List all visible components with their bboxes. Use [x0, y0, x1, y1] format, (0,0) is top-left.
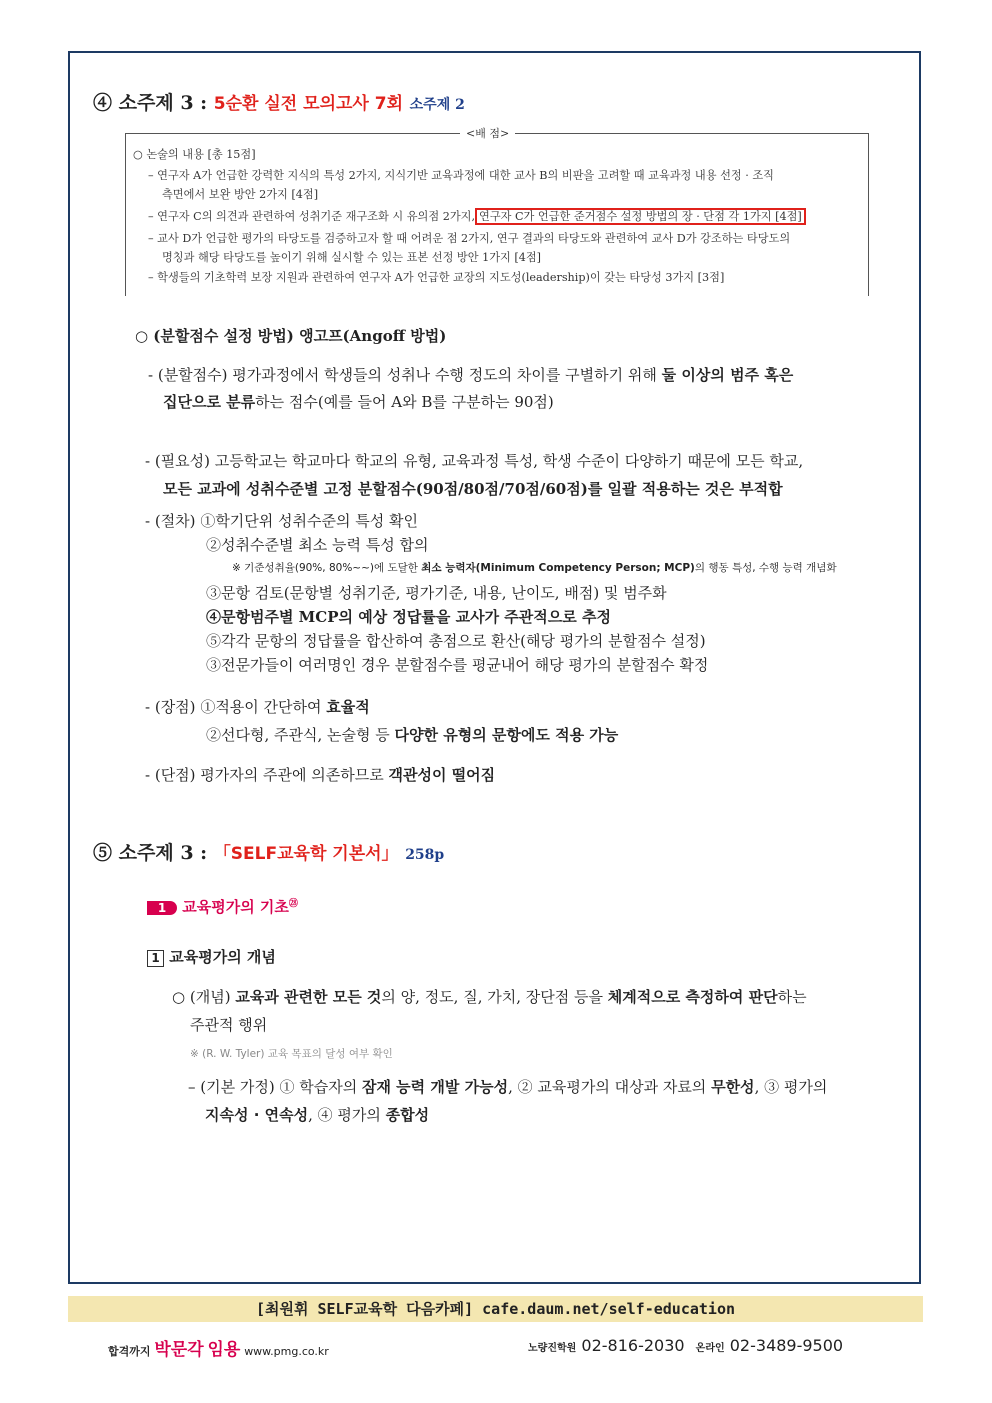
concept-line-2: 주관적 행위: [190, 1016, 268, 1034]
disadvantage-bold: 객관성이 떨어짐: [388, 766, 496, 784]
cut-score-def-text: - (분할점수) 평가과정에서 학생들의 성취나 수행 정도의 차이를 구별하기 위해: [148, 366, 657, 384]
angoff-heading: ○ (분할점수 설정 방법) 앵고프(Angoff 방법): [135, 327, 447, 345]
assumption-line-2: [205, 1104, 429, 1125]
concept-bold-2: 체계적으로 측정하여 판단: [607, 988, 778, 1006]
procedure-step: ⑤각각 문항의 정답률을 합산하여 총점으로 환산(해당 평가의 분할점수 설정): [206, 632, 706, 650]
cut-score-def-bold: 둘 이상의 범주 혹은: [661, 366, 794, 384]
topic5-circle: ⑤: [93, 842, 113, 864]
concept-line-1: [172, 986, 807, 1007]
score-line: – 교사 D가 언급한 평가의 타당도를 검증하고자 할 때 어려운 점 2가지, 연구 결과의 타당도와 관련하여 교사 D가 강조하는 타당도의: [148, 232, 791, 245]
concept-text-2: 하는: [777, 988, 807, 1006]
procedure-label: - (절차): [145, 512, 196, 530]
score-highlight: 연구자 C가 언급한 준거점수 설정 방법의 장 · 단점 각 1가지 [4점]: [475, 208, 806, 225]
note-bold: 최소 능력자(Minimum Competency Person; MCP): [421, 562, 695, 574]
concept-label: ○ (개념): [172, 988, 231, 1006]
topic4-title: 5순환 실전 모의고사 7회: [213, 94, 404, 114]
assumption-bold-3: 지속성 · 연속성: [205, 1106, 309, 1124]
necessity-line-1: - (필요성) 고등학교는 학교마다 학교의 유형, 교육과정 특성, 학생 수준이 다양하기 때문에 모든 학교,: [145, 452, 804, 470]
brand-logo: 박문각: [154, 1340, 204, 1360]
footer-cafe-bar: [최원휘 SELF교육학 다음카페] cafe.daum.net/self-education: [68, 1296, 923, 1322]
campus2-phone: 02-3489-9500: [729, 1336, 844, 1355]
advantage-text: ①적용이 간단하여: [200, 698, 322, 716]
section-title: 교육평가의 기초: [182, 898, 289, 916]
topic4-circle: ④: [93, 92, 113, 114]
section-number-badge: 1: [147, 901, 177, 915]
cut-score-def-2: [163, 391, 554, 412]
cut-score-def: [148, 364, 793, 385]
topic5-sub: 258p: [405, 847, 445, 863]
necessity-line-2: 모든 교과에 성취수준별 고정 분할점수(90점/80점/70점/60점)를 일괄 적용하는 것은 부적합: [163, 480, 783, 498]
brand-logo-2: 임용: [207, 1340, 241, 1360]
score-line: – 연구자 C의 의견과 관련하여 성취기준 재구조화 시 유의점 2가지,: [148, 210, 476, 223]
score-line: – 연구자 A가 언급한 강력한 지식의 특성 2가지, 지식기반 교육과정에 대한 교사 B의 비판을 고려할 때 교육과정 내용 선정 · 조직: [148, 169, 774, 182]
procedure-step: ③전문가들이 여러명인 경우 분할점수를 평균내어 해당 평가의 분할점수 확정: [206, 656, 709, 674]
subsection-heading: [147, 946, 276, 967]
assumption-text: – (기본 가정) ① 학습자의: [188, 1078, 358, 1096]
campus1-label: 노량진학원: [528, 1343, 577, 1354]
tyler-note: ※ (R. W. Tyler) 교육 목표의 달성 여부 확인: [190, 1048, 393, 1060]
score-line: ○ 논술의 내용 [총 15점]: [133, 148, 256, 161]
procedure-step: ③문항 검토(문항별 성취기준, 평가기준, 내용, 난이도, 배점) 및 범주화: [206, 584, 667, 602]
footer-contacts: [528, 1336, 843, 1355]
assumption-text-2: , ② 교육평가의 대상과 자료의: [508, 1078, 707, 1096]
score-box-title: <배 점>: [460, 125, 515, 141]
topic5-heading: [93, 838, 444, 865]
concept-bold: 교육과 관련한 모든 것: [235, 988, 382, 1006]
footer-slogan: 합격까지: [108, 1345, 151, 1358]
note-text-2: 의 행동 특성, 수행 능력 개념화: [694, 562, 837, 574]
score-line: – 학생들의 기초학력 보장 지원과 관련하여 연구자 A가 언급한 교장의 지도성(leadership)이 갖는 타당성 3가지 [3점]: [148, 271, 725, 284]
assumption-line-1: [188, 1076, 827, 1097]
assumption-text-4: , ④ 평가의: [308, 1106, 381, 1124]
score-line-highlight-row: [148, 207, 806, 227]
topic4-sub: 소주제 2: [409, 97, 465, 113]
note-text: ※ 기준성취율(90%, 80%~~)에 도달한: [232, 562, 418, 574]
procedure-row-1: [145, 510, 418, 531]
section-heading: [147, 896, 298, 917]
section-sup: ㉘: [288, 899, 298, 909]
concept-text: 의 양, 정도, 질, 가치, 장단점 등을: [381, 988, 603, 1006]
procedure-step: ④문항범주별 MCP의 예상 정답률을 교사가 주관적으로 추정: [206, 608, 611, 626]
footer-brand: [108, 1335, 329, 1360]
cut-score-def-text-2: 하는 점수(예를 들어 A와 B를 구분하는 90점): [255, 393, 554, 411]
topic5-title: 「SELF교육학 기본서」: [213, 844, 399, 864]
footer-url: www.pmg.co.kr: [244, 1345, 329, 1358]
advantage-row-2: [206, 724, 618, 745]
disadvantage-row: [145, 764, 495, 785]
procedure-step: ①학기단위 성취수준의 특성 확인: [200, 512, 418, 530]
topic4-label: 소주제 3 :: [118, 92, 208, 114]
advantage-row-1: [145, 696, 370, 717]
advantage-text-2: ②선다형, 주관식, 논술형 등: [206, 726, 390, 744]
campus2-label: 온라인: [695, 1343, 725, 1354]
score-line: 측면에서 보완 방안 2가지 [4점]: [162, 188, 319, 201]
disadvantage-text: - (단점) 평가자의 주관에 의존하므로: [145, 766, 384, 784]
advantage-bold: 효율적: [326, 698, 370, 716]
advantage-bold-2: 다양한 유형의 문항에도 적용 가능: [394, 726, 619, 744]
topic4-heading: [93, 88, 465, 115]
campus1-phone: 02-816-2030: [581, 1336, 685, 1355]
score-line: 명칭과 해당 타당도를 높이기 위해 실시할 수 있는 표본 선정 방안 1가지 [4점]: [162, 251, 542, 264]
advantage-label: - (장점): [145, 698, 196, 716]
assumption-bold: 잠재 능력 개발 가능성: [361, 1078, 509, 1096]
cut-score-def-bold-2: 집단으로 분류: [163, 393, 256, 411]
assumption-text-3: , ③ 평가의: [754, 1078, 828, 1096]
subsection-number-box: 1: [147, 950, 164, 967]
procedure-note: [232, 560, 837, 575]
topic5-label: 소주제 3 :: [118, 842, 208, 864]
assumption-bold-4: 종합성: [385, 1106, 430, 1124]
subsection-title: 교육평가의 개념: [169, 948, 276, 966]
assumption-bold-2: 무한성: [711, 1078, 755, 1096]
procedure-step: ②성취수준별 최소 능력 특성 합의: [206, 536, 429, 554]
